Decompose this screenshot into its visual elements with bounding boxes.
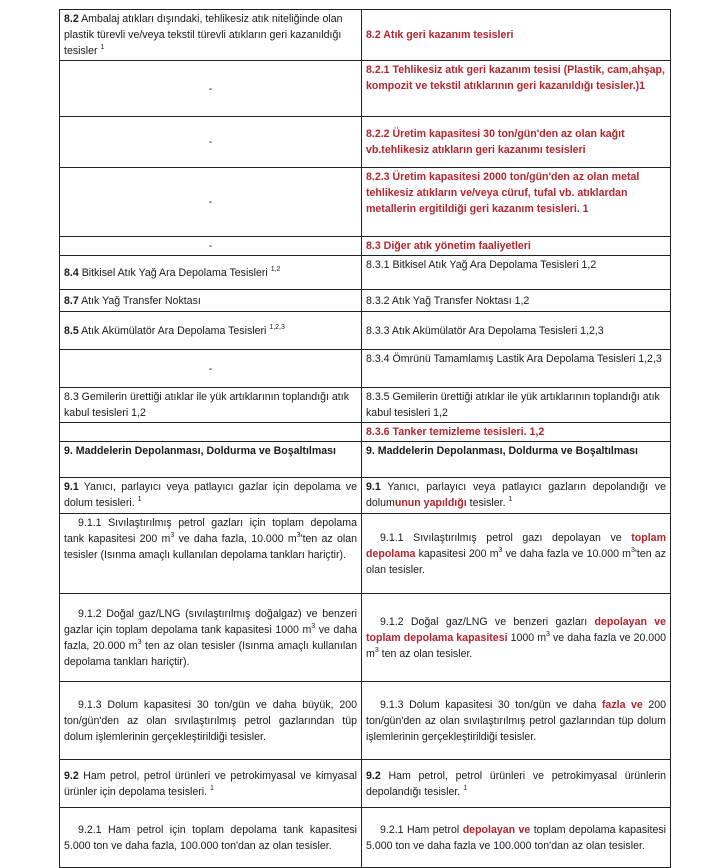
- item-text: 9.1.2 Doğal gaz/LNG ve benzeri gazları: [380, 615, 595, 628]
- item-text: 'ten az olan tesisler.: [366, 547, 666, 576]
- item-text: 200 ton/gün'den az olan sıvılaştırılmış petrol gazlarından tüp dolum işlemlerinin gerçekleştirildiği tesisler.: [366, 698, 666, 743]
- left-cell-empty: -: [60, 117, 362, 168]
- item-text-amended: 8.3.6 Tanker temizleme tesisleri. 1,2: [366, 426, 545, 438]
- right-cell: [362, 256, 671, 290]
- table-row: [60, 290, 671, 312]
- item-number: 9.1: [366, 481, 381, 493]
- item-text: 8.3.2 Atık Yağ Transfer Noktası 1,2: [366, 294, 530, 307]
- footnote-ref: 1: [210, 784, 214, 792]
- item-number: 8.2: [64, 13, 79, 25]
- item-number: 8.4: [64, 266, 79, 279]
- table-row: [60, 514, 671, 594]
- superscript: 3: [296, 532, 301, 539]
- table-row: [60, 442, 671, 478]
- left-cell: [60, 10, 362, 61]
- left-cell: [60, 256, 362, 290]
- item-text-amended: 8.2.1 Tehlikesiz atık geri kazanım tesisi (Plastik, cam,ahşap, kompozit ve tekstil atıklarının geri kazanıldığı tesisler.)1: [366, 64, 665, 92]
- superscript: 3: [137, 638, 142, 646]
- table-row: [60, 256, 671, 290]
- amended-text: toplam depolama: [366, 531, 666, 560]
- item-text: kapasitesi 200 m: [415, 547, 499, 560]
- right-cell: [362, 682, 671, 760]
- right-cell: [362, 478, 671, 514]
- item-heading-amended: 8.3 Diğer atık yönetim faaliyetleri: [366, 240, 531, 252]
- item-text: 8.3.4 Ömrünü Tamamlamış Lastik Ara Depolama Tesisleri 1,2,3: [366, 353, 662, 365]
- right-cell: [362, 594, 671, 682]
- item-number: 9.1: [64, 481, 79, 493]
- footnote-ref: 1,2: [270, 265, 281, 273]
- item-text: ve daha fazla ve 10.000 m: [502, 547, 631, 560]
- table-row: [60, 350, 671, 388]
- item-text: 9.1.1 Sıvılaştırılmış petrol gazları için toplam depolama tank kapasitesi 200 m: [64, 517, 357, 545]
- right-cell: [362, 350, 671, 388]
- item-text: 9.1.2 Doğal gaz/LNG (sıvılaştırılmış doğalgaz) ve benzeri gazlar için toplam depolama tank kapasitesi 1000 m: [64, 607, 357, 636]
- item-text: 8.3.3 Atık Akümülatör Ara Depolama Tesisleri 1,2,3: [366, 324, 604, 337]
- item-text: 8.3.1 Bitkisel Atık Yağ Ara Depolama Tesisleri 1,2: [366, 259, 597, 271]
- left-cell: [60, 594, 362, 682]
- amended-text: depolayan ve: [462, 823, 531, 836]
- item-text: 8.3.5 Gemilerin ürettiği atıklar ile yük artıklarının toplandığı atık kabul tesisleri 1,2: [366, 391, 660, 419]
- item-text: 9.1.1 Sıvılaştırılmış petrol gazı depolayan ve: [380, 531, 632, 544]
- amended-text: unun yapıldığı: [394, 497, 467, 509]
- right-cell: [362, 290, 671, 312]
- table-row: [60, 237, 671, 256]
- document-table: [59, 9, 671, 868]
- item-text: ve daha fazla, 10.000 m: [174, 533, 297, 545]
- item-text: ten az olan tesisler (Isınma amaçlı kullanılan depolama tankları hariçtir).: [64, 639, 357, 668]
- table-row: [60, 117, 671, 168]
- right-cell: [362, 760, 671, 808]
- item-text: Ham petrol, petrol ürünleri ve petrokimyasal ve kimyasal ürünler için depolama tesisleri.: [64, 769, 357, 798]
- footnote-ref: 1,2,3: [269, 323, 285, 331]
- superscript: 3: [311, 622, 316, 630]
- item-text: ve daha fazla, 20.000 m: [64, 623, 357, 652]
- item-text: Atık Yağ Transfer Noktası: [81, 294, 201, 307]
- left-cell: [60, 760, 362, 808]
- superscript: 3: [546, 630, 550, 638]
- table-row: [60, 808, 671, 868]
- right-cell: [362, 808, 671, 868]
- item-text: 8.3 Gemilerin ürettiği atıklar ile yük artıklarının toplandığı atık kabul tesisleri 1,2: [64, 391, 349, 419]
- right-cell: [362, 237, 671, 256]
- item-text: 9.2.1 Ham petrol: [380, 823, 463, 836]
- item-number: 9.2: [64, 769, 79, 782]
- right-cell: [362, 312, 671, 350]
- footnote-ref: 1: [137, 496, 142, 503]
- left-cell: [60, 388, 362, 423]
- table-row: [60, 478, 671, 514]
- amended-text: fazla ve: [601, 698, 643, 711]
- left-cell-empty: -: [60, 237, 362, 256]
- item-text: 'ten az olan tesisler (Isınma amaçlı kullanılan depolama tankları hariçtir).: [64, 533, 357, 561]
- item-number: 8.5: [64, 324, 79, 337]
- left-cell: [60, 478, 362, 514]
- item-number: 9.2: [366, 769, 381, 782]
- item-text: ve daha fazla ve 20.000 m: [366, 631, 666, 660]
- table-row: [60, 10, 671, 61]
- item-text: Ambalaj atıkları dışındaki, tehlikesiz atık niteliğinde olan plastik türevli ve/veya tekstil türevli atıkların geri kazanıldığı tesisler: [64, 13, 343, 57]
- left-cell-empty: -: [60, 168, 362, 237]
- item-text: 1000 m: [507, 631, 547, 644]
- right-cell: [362, 168, 671, 237]
- item-text-amended: 8.2.3 Üretim kapasitesi 2000 ton/gün'den az olan metal tehlikesiz atıkların ve/veya cüruf, tufal vb. atıklardan metallerin ergitildiği geri kazanım tesisleri. 1: [366, 171, 640, 215]
- item-text: 9.1.3 Dolum kapasitesi 30 ton/gün ve daha büyük, 200 ton/gün'den az olan sıvılaştırılmış petrol gazlarından tüp dolum işlemlerinin gerçekleştirildiği tesisler.: [64, 698, 357, 743]
- item-text: tesisler.: [469, 497, 506, 509]
- superscript: 3: [374, 646, 379, 654]
- item-text: ten az olan tesisler.: [378, 647, 473, 660]
- item-number: 8.7: [64, 294, 79, 307]
- superscript: 3: [170, 532, 175, 539]
- left-cell-empty: -: [60, 350, 362, 388]
- table-row: [60, 61, 671, 117]
- left-cell-empty: -: [60, 61, 362, 117]
- footnote-ref: 1: [100, 44, 105, 51]
- table-row: [60, 423, 671, 442]
- table-row: [60, 760, 671, 808]
- item-text: Yanıcı, parlayıcı veya patlayıcı gazlar için depolama ve dolum tesisleri.: [64, 481, 357, 509]
- right-cell: [362, 514, 671, 594]
- item-text: Bitkisel Atık Yağ Ara Depolama Tesisleri: [81, 266, 268, 279]
- item-text: toplam depolama kapasitesi 5.000 ton ve daha fazla ve 100.000 ton'dan az olan tesisler.: [366, 823, 667, 852]
- section-heading: 9. Maddelerin Depolanması, Doldurma ve Boşaltılması: [60, 442, 362, 478]
- item-text: 9.2.1 Ham petrol için toplam depolama tank kapasitesi 5.000 ton ve daha fazla, 100.000 ton'dan az olan tesisler.: [64, 823, 357, 852]
- section-heading: 9. Maddelerin Depolanması, Doldurma ve Boşaltılması: [362, 442, 671, 478]
- footnote-ref: 1: [508, 496, 513, 503]
- right-cell: [362, 117, 671, 168]
- right-cell: [362, 388, 671, 423]
- footnote-ref: 1: [463, 784, 468, 792]
- left-cell: [60, 682, 362, 760]
- table-row: [60, 168, 671, 237]
- right-cell: [362, 61, 671, 117]
- item-text: Yanıcı, parlayıcı veya patlayıcı gazların depolandığı ve dolum: [366, 481, 666, 509]
- right-cell: [362, 10, 671, 61]
- table-row: [60, 312, 671, 350]
- table-row: [60, 388, 671, 423]
- superscript: 3: [630, 546, 635, 554]
- item-text: Ham petrol, petrol ürünleri ve petrokimyasal ürünlerin depolandığı tesisler.: [366, 769, 666, 798]
- right-cell: [362, 423, 671, 442]
- item-text: Atık Akümülatör Ara Depolama Tesisleri: [81, 324, 267, 337]
- superscript: 3: [498, 546, 503, 554]
- amended-text: depolayan ve toplam depolama kapasitesi: [366, 615, 667, 644]
- left-cell: [60, 312, 362, 350]
- item-heading-amended: 8.2 Atık geri kazanım tesisleri: [366, 29, 514, 41]
- table-row: [60, 682, 671, 760]
- left-cell: [60, 514, 362, 594]
- item-text-amended: 8.2.2 Üretim kapasitesi 30 ton/gün'den az olan kağıt vb.tehlikesiz atıkların geri kazanımı tesisleri: [366, 128, 625, 156]
- item-text: 9.1.3 Dolum kapasitesi 30 ton/gün ve daha: [380, 698, 602, 711]
- left-cell: [60, 808, 362, 868]
- left-cell: [60, 290, 362, 312]
- table-row: [60, 594, 671, 682]
- left-cell-empty: [60, 423, 362, 442]
